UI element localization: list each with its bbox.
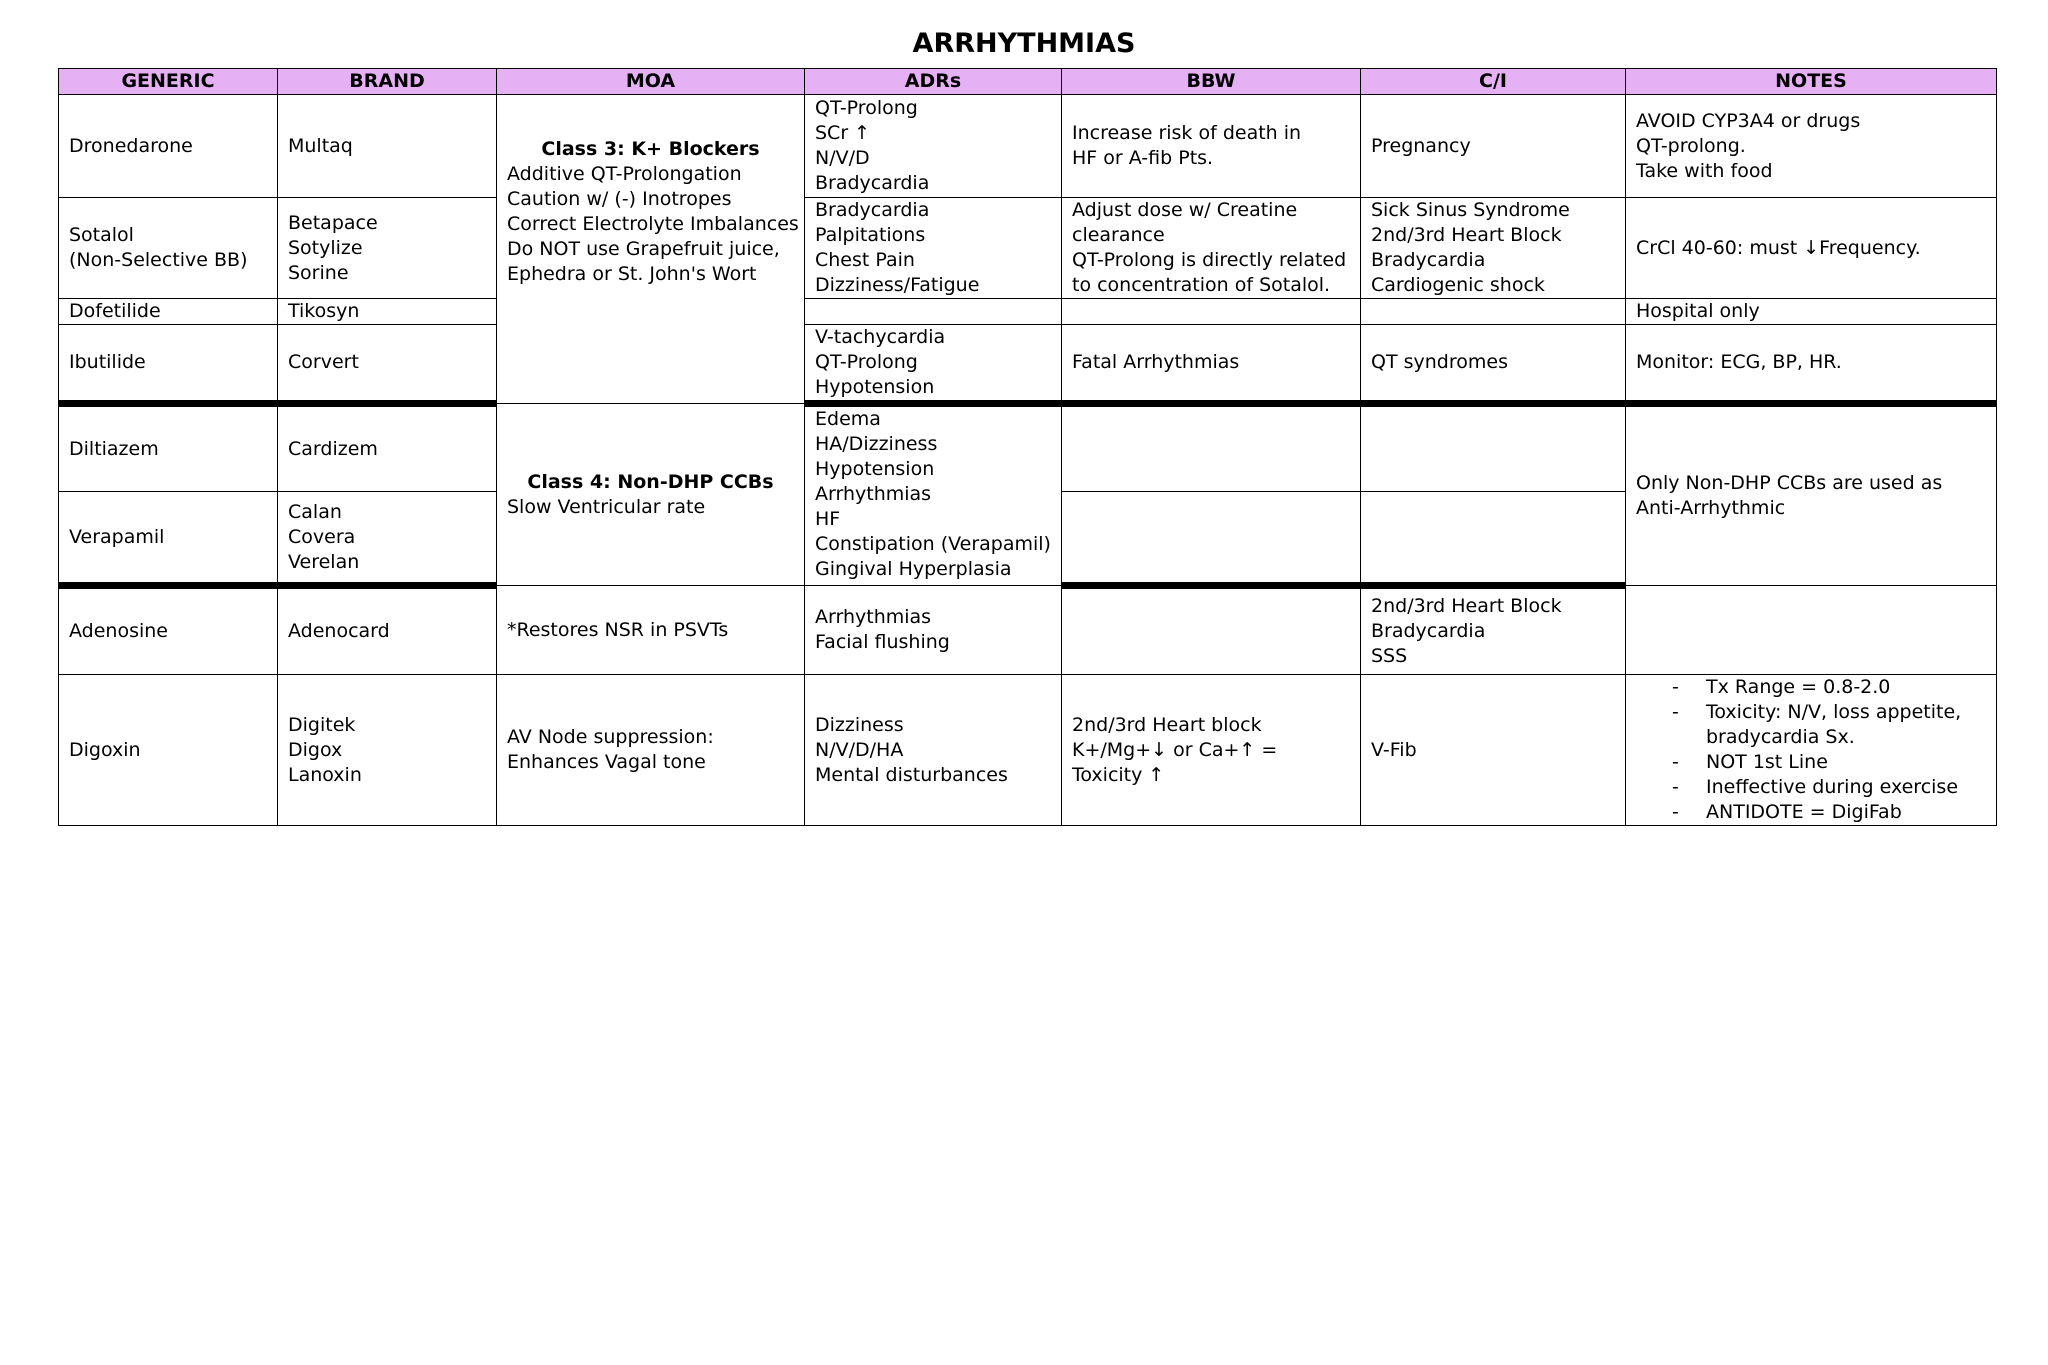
cell-brand: [278, 198, 497, 299]
cell-bbw: [1062, 404, 1361, 492]
cell-line: Sotalol: [69, 224, 134, 246]
cell-ci: [1361, 492, 1626, 586]
cell-line: Covera: [288, 525, 356, 548]
col-header-notes: NOTES: [1626, 69, 1997, 95]
table-header-row: [59, 69, 1997, 95]
cell-line: (Non-Selective BB): [69, 249, 248, 271]
cell-line: Hospital only: [1636, 300, 1760, 322]
cell-line: Dizziness: [815, 713, 904, 736]
cell-line: Caution w/ (-) Inotropes: [507, 188, 732, 210]
cell-line: Corvert: [288, 351, 359, 373]
cell-adrs: [805, 675, 1062, 826]
cell-line: QT-Prolong is directly related: [1072, 249, 1347, 271]
cell-line: Enhances Vagal tone: [507, 751, 706, 773]
col-header-generic: GENERIC: [59, 69, 278, 95]
cell-line: 2nd/3rd Heart Block: [1371, 224, 1562, 246]
cell-brand: [278, 492, 497, 586]
cell-line: Digitek: [288, 713, 356, 736]
table-row: [59, 675, 1997, 826]
cell-bbw: [1062, 198, 1361, 299]
cell-line: Sotylize: [288, 236, 363, 259]
cell-bbw: [1062, 492, 1361, 586]
cell-generic: [59, 492, 278, 586]
cell-line: Do NOT use Grapefruit juice,: [507, 238, 780, 260]
table-row: [59, 198, 1997, 299]
table-row: [59, 586, 1997, 675]
cell-adrs-class4: [805, 404, 1062, 586]
cell-line: Pregnancy: [1371, 134, 1471, 157]
cell-bbw: [1062, 299, 1361, 325]
cell-line: V-tachycardia: [815, 326, 946, 348]
cell-line: Anti-Arrhythmic: [1636, 497, 1786, 519]
cell-line: Cardizem: [288, 437, 378, 460]
cell-line: 2nd/3rd Heart Block: [1371, 595, 1562, 617]
cell-line: Monitor: ECG, BP, HR.: [1636, 351, 1842, 373]
cell-line: HA/Dizziness: [815, 433, 938, 455]
cell-line: HF: [815, 508, 841, 530]
cell-line: K+/Mg+↓ or Ca+↑ =: [1072, 738, 1278, 761]
cell-line: Only Non-DHP CCBs are used as: [1636, 472, 1943, 494]
cell-generic: [59, 586, 278, 675]
cell-line: Verelan: [288, 550, 360, 573]
cell-line: Chest Pain: [815, 249, 915, 271]
cell-line: QT-Prolong: [815, 351, 918, 373]
cell-line: Correct Electrolyte Imbalances: [507, 213, 799, 235]
cell-generic: [59, 325, 278, 404]
cell-line: Constipation (Verapamil): [815, 533, 1051, 555]
cell-line: Bradycardia: [815, 199, 930, 221]
document-title: ARRHYTHMIAS: [912, 28, 1136, 59]
cell-line: Ibutilide: [69, 351, 146, 373]
cell-line: Lanoxin: [288, 763, 362, 786]
note-bullet-item: - Toxicity: N/V, loss appetite, bradycardia Sx.: [1636, 700, 1986, 750]
cell-notes-class4: [1626, 404, 1997, 586]
cell-line: CrCl 40-60: must ↓Frequency.: [1636, 236, 1921, 259]
cell-line: *Restores NSR in PSVTs: [507, 618, 729, 641]
col-header-moa: MOA: [497, 69, 805, 95]
cell-ci: [1361, 325, 1626, 404]
moa-group-title: Class 4: Non-DHP CCBs: [527, 470, 774, 493]
cell-line: AV Node suppression:: [507, 726, 714, 748]
note-bullet-item: - Ineffective during exercise: [1636, 775, 1986, 800]
cell-line: N/V/D: [815, 147, 870, 169]
cell-generic: [59, 404, 278, 492]
cell-line: Gingival Hyperplasia: [815, 558, 1012, 580]
cell-line: Digox: [288, 738, 343, 761]
table-row: [59, 404, 1997, 492]
cell-adrs: [805, 325, 1062, 404]
cell-brand: [278, 325, 497, 404]
cell-line: Increase risk of death in: [1072, 122, 1302, 144]
cell-brand: [278, 95, 497, 198]
cell-line: Sorine: [288, 261, 349, 284]
cell-notes: [1626, 198, 1997, 299]
moa-group-title: Class 3: K+ Blockers: [541, 138, 760, 160]
cell-line: Fatal Arrhythmias: [1072, 351, 1240, 373]
cell-line: HF or A-fib Pts.: [1072, 147, 1214, 169]
cell-line: Toxicity ↑: [1072, 763, 1165, 786]
cell-adrs: [805, 198, 1062, 299]
cell-ci: [1361, 198, 1626, 299]
cell-line: Multaq: [288, 134, 353, 157]
cell-line: Facial flushing: [815, 631, 950, 653]
col-header-adrs: ADRs: [805, 69, 1062, 95]
notes-bullet-list: [1636, 675, 1986, 825]
cell-adrs: [805, 299, 1062, 325]
cell-notes: [1626, 325, 1997, 404]
cell-notes: [1626, 586, 1997, 675]
cell-line: Palpitations: [815, 224, 926, 246]
cell-line: QT syndromes: [1371, 351, 1508, 373]
cell-line: Arrhythmias: [815, 606, 932, 628]
cell-ci: [1361, 586, 1626, 675]
cell-line: to concentration of Sotalol.: [1072, 274, 1331, 296]
cell-line: Dronedarone: [69, 134, 193, 157]
note-bullet-item: - NOT 1st Line: [1636, 750, 1986, 775]
cell-brand: [278, 404, 497, 492]
cell-line: clearance: [1072, 224, 1165, 246]
cell-adrs: [805, 586, 1062, 675]
cell-moa: [497, 586, 805, 675]
cell-line: Hypotension: [815, 458, 935, 480]
cell-bbw: [1062, 325, 1361, 404]
cell-generic: [59, 198, 278, 299]
table-row: [59, 299, 1997, 325]
cell-line: Additive QT-Prolongation: [507, 163, 742, 185]
cell-line: QT-prolong.: [1636, 134, 1746, 157]
cell-ci: [1361, 675, 1626, 826]
col-header-bbw: BBW: [1062, 69, 1361, 95]
cell-notes: [1626, 675, 1997, 826]
cell-line: Diltiazem: [69, 437, 159, 460]
cell-line: Tikosyn: [288, 300, 360, 322]
cell-ci: [1361, 299, 1626, 325]
cell-brand: [278, 675, 497, 826]
col-header-brand: BRAND: [278, 69, 497, 95]
cell-line: Adjust dose w/ Creatine: [1072, 199, 1298, 221]
cell-ci: [1361, 95, 1626, 198]
col-header-ci: C/I: [1361, 69, 1626, 95]
cell-brand: [278, 299, 497, 325]
cell-line: Digoxin: [69, 738, 141, 761]
cell-moa-class3: [497, 95, 805, 404]
cell-line: Betapace: [288, 211, 378, 234]
note-bullet-item: - Tx Range = 0.8-2.0: [1636, 675, 1986, 700]
cell-line: Hypotension: [815, 376, 935, 398]
cell-line: Slow Ventricular rate: [507, 495, 706, 518]
cell-bbw: [1062, 586, 1361, 675]
cell-line: Dofetilide: [69, 300, 161, 322]
cell-line: AVOID CYP3A4 or drugs: [1636, 109, 1861, 132]
cell-bbw: [1062, 675, 1361, 826]
cell-line: Take with food: [1636, 159, 1773, 182]
cell-line: Sick Sinus Syndrome: [1371, 199, 1570, 221]
cell-line: Bradycardia: [1371, 249, 1486, 271]
cell-line: Mental disturbances: [815, 763, 1008, 786]
cell-ci: [1361, 404, 1626, 492]
cell-line: Bradycardia: [815, 172, 930, 194]
cell-bbw: [1062, 95, 1361, 198]
cell-generic: [59, 95, 278, 198]
cell-line: 2nd/3rd Heart block: [1072, 713, 1262, 736]
cell-line: Verapamil: [69, 525, 165, 548]
cell-generic: [59, 675, 278, 826]
cell-line: N/V/D/HA: [815, 738, 904, 761]
cell-line: SSS: [1371, 645, 1408, 667]
cell-line: Arrhythmias: [815, 483, 932, 505]
cell-adrs: [805, 95, 1062, 198]
cell-moa-class4: [497, 404, 805, 586]
cell-line: Calan: [288, 500, 342, 523]
cell-brand: [278, 586, 497, 675]
cell-line: V-Fib: [1371, 738, 1417, 761]
arrhythmia-drug-table: [58, 68, 1997, 826]
cell-line: Dizziness/Fatigue: [815, 274, 980, 296]
table-row: [59, 325, 1997, 404]
cell-line: Cardiogenic shock: [1371, 274, 1545, 296]
cell-generic: [59, 299, 278, 325]
cell-line: Adenocard: [288, 620, 390, 642]
cell-line: Ephedra or St. John's Wort: [507, 263, 757, 285]
cell-notes: [1626, 299, 1997, 325]
cell-line: QT-Prolong: [815, 97, 918, 119]
cell-moa: [497, 675, 805, 826]
cell-line: Edema: [815, 408, 881, 430]
cell-line: Bradycardia: [1371, 620, 1486, 642]
note-bullet-item: - ANTIDOTE = DigiFab: [1636, 800, 1986, 825]
cell-notes: [1626, 95, 1997, 198]
cell-line: Adenosine: [69, 620, 168, 642]
cell-line: SCr ↑: [815, 122, 871, 144]
table-row: [59, 95, 1997, 198]
